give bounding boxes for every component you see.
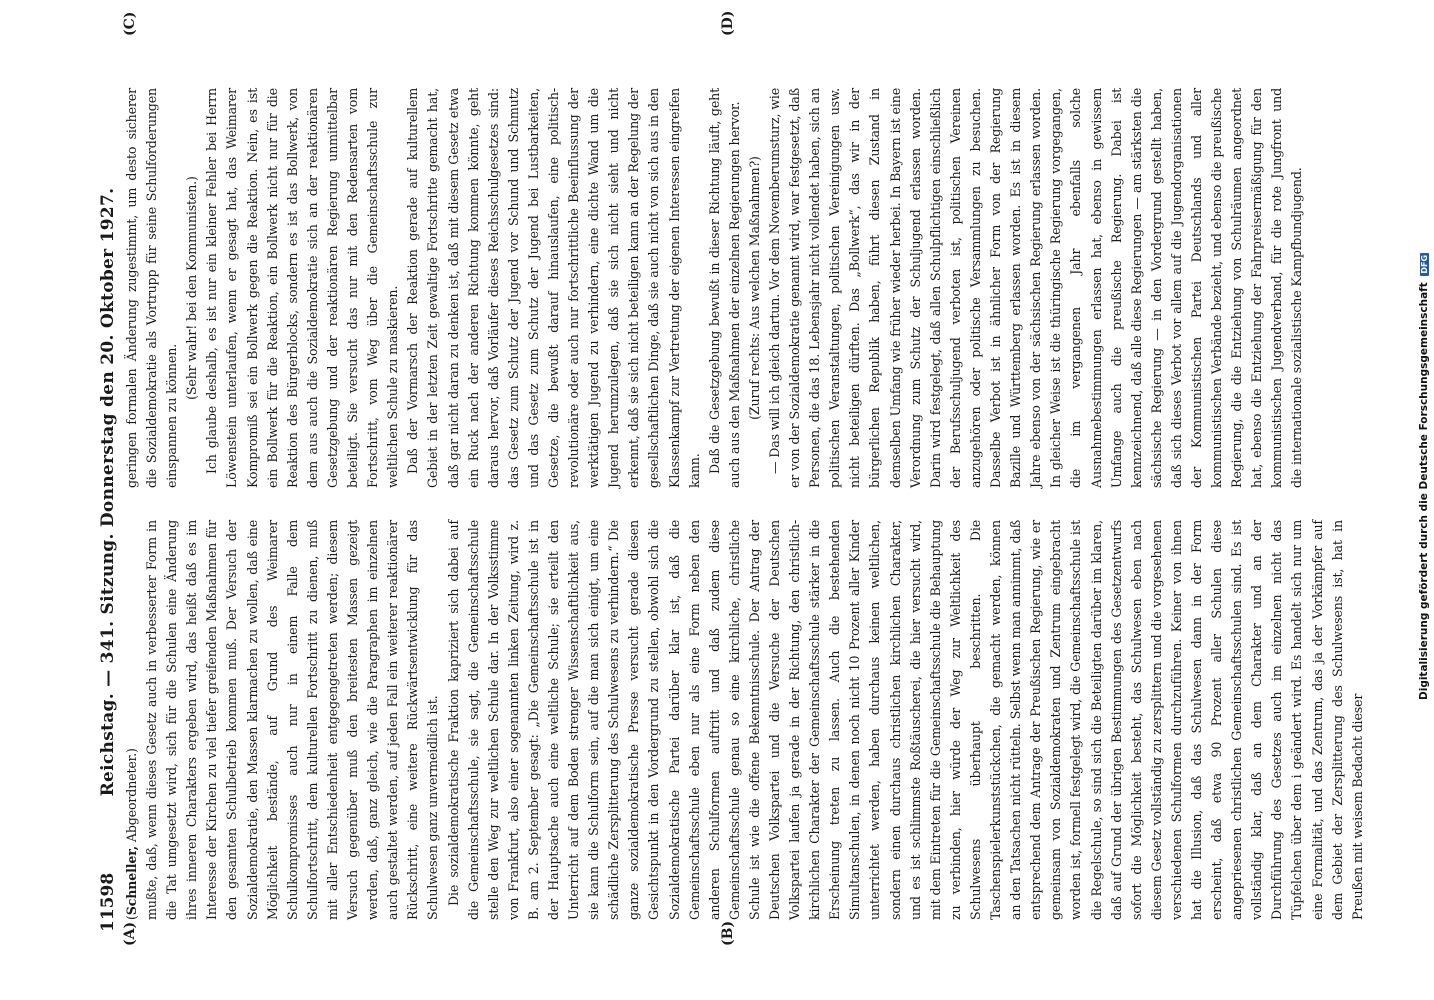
page-number: 11598 [98, 872, 118, 932]
margin-marker-b: (B) [720, 920, 736, 946]
interjection: (Zuruf rechts: Aus welchen Maßnahmen?) [746, 156, 762, 420]
margin-marker-c: (C) [122, 11, 138, 36]
speaker-role: Abgeordneter. [124, 752, 139, 843]
margin-marker-d: (D) [720, 10, 736, 36]
credit-text: Digitalisierung gefördert durch die Deutsche Forschungsgemeinschaft [1418, 282, 1430, 700]
page-title: Reichstag. — 341. Sitzung. Donnerstag den 20. Oktober 1927. [98, 187, 118, 797]
paragraph: Ich glaube deshalb, es ist nur ein kleiner Fehler bei Herrn Löwenstein unterlaufen, wenn er gesagt hat, das Weimarer Kompromiß sei ein Bollwerk gegen die Reaktion. Nein, es ist ein Bollwerk für die Reaktion, ein Bollwerk nicht nur für die Reaktion des Bürgerblocks, sondern es ist das Bollwerk, von dem aus auch die Sozialdemokratie sich an der reaktionären Gesetzgebung und der reaktionären Regierung unmittelbar beteiligt. Sie versucht das nur mit den Redensarten vom Fortschritt, vom Weg über die Gemeinschaftsschule zur weltlichen Schule zu maskieren. [204, 88, 401, 488]
margin-marker-a: (A) [122, 921, 138, 946]
interjection: (Sehr wahr! bei den Kommunisten.) [184, 176, 200, 400]
left-text-column [122, 520, 1365, 920]
right-text-column [122, 88, 1332, 488]
paragraph: Die sozialdemokratische Fraktion kapriziert sich dabei auf die Gemeinschaftsschule, sie sagt, die Gemeinschaftsschule stelle den Weg zur weltlichen Schule dar. In der Volksstimme von Frankfurt, also einer sogenannten linken Zeitung, wird z. B. am 2. September gesagt: „Die Gemeinschaftsschule ist in der Hauptsache auch eine weltliche Schule; sie erteilt den Unterricht auf dem Boden strenger Wissenschaftlichkeit aus, sie kann die Schulform sein, auf die man sich einigt, um eine schädliche Zersplitterung des Schulwesens zu verhindern.“ Die ganze sozialdemokratische Presse versucht gerade diesen Gesichtspunkt in den Vordergrund zu stellen, obwohl sich die Sozialdemokratische Partei darüber klar ist, daß die Gemeinschaftsschule eben nur als eine Form neben den anderen Schulformen auftritt und daß zudem diese Gemeinschaftsschule genau so eine kirchliche, christliche Schule ist wie die offene Bekenntnisschule. Der Antrag der Deutschen Volkspartei und die Versuche der Deutschen Volkspartei laufen ja gerade in der Richtung, den christlich-kirchlichen Charakter der Gemeinschaftsschule stärker in die Erscheinung treten zu lassen. Auch die bestehenden Simultanschulen, in denen noch nicht 10 Prozent aller Kinder unterrichtet werden, haben durchaus keinen weltlichen, sondern einen durchaus christlichen kirchlichen Charakter, und es ist schlimmste Roßtäuscherei, die hier versucht wird, mit dem Eintreten für die Gemeinschaftsschule die Behauptung zu verbinden, hier würde der Weg zur Weltlichkeit des Schulwesens überhaupt beschritten. Die Taschenspielerkunststückchen, die gemacht werden, können an den Tatsachen nicht rütteln. Selbst wenn man annimmt, daß entsprechend dem Antrage der Preußischen Regierung, wie er gemeinsam von Sozialdemokraten und Zentrum eingebracht worden ist, formell festgelegt wird, die Gemeinschaftsschule ist die Regelschule, so sind sich die Beteiligten darüber im klaren, daß auf Grund der übrigen Bestimmungen des Gesetzentwurfs sofort die Möglichkeit besteht, das Schulwesen eben nach diesem Gesetz vollständig zu zersplittern und die vorgesehenen verschiedenen Schulformen durchzuführen. Keiner von ihnen hat die Illusion, daß das Schulwesen dann in der Form erscheint, daß etwa 90 Prozent aller Schulen diese angepriesenen christlichen Gemeinschaftsschulen sind. Es ist vollständig klar, daß an dem Charakter und an der Durchführung des Gesetzes auch im einzelnen nicht das Tüpfelchen über dem i geändert wird. Es handelt sich nur um eine Formalität, und das Zentrum, das ja der Vorkämpfer auf dem Gebiet der Zersplitterung des Schulwesens ist, hat in Preußen mit weisem Bedacht dieser [445, 520, 1365, 920]
speaker-name: Schneller, [124, 845, 139, 916]
paragraph: — Das will ich gleich dartun. Vor dem Novemberumsturz, wie er von der Sozialdemokratie genannt wird, war festgesetzt, daß Personen, die das 18. Lebensjahr nicht vollendet haben, sich an politischen Veranstaltungen, politischen Vereinigungen usw. nicht beteiligen dürften. Das „Bollwerk“, das wir in der bürgerlichen Republik haben, führt diesen Zustand in demselben Umfang wie früher wieder herbei. In Bayern ist eine Verordnung zum Schutz der Schuljugend erlassen worden. Darin wird festgelegt, daß allen Schulpflichtigen einschließlich der Berufsschuljugend verboten ist, politischen Vereinen anzugehören oder politische Versammlungen zu besuchen. Dasselbe Verbot ist in ähnlicher Form von der Regierung Bazille und Württemberg erlassen worden. Es ist in diesem Jahre ebenso von der sächsischen Regierung erlassen worden. In gleicher Weise ist die thüringische Regierung vorgegangen, die im vergangenen Jahr ebenfalls solche Ausnahmebestimmungen erlassen hat, ebenso in gewissem Umfange auch die preußische Regierung. Dabei ist kennzeichnend, daß alle diese Regierungen — am stärksten die sächsische Regierung — in den Vordergrund gestellt haben, daß sich dieses Verbot vor allem auf die Jugendorganisationen der Kommunistischen Partei Deutschlands und aller kommunistischen Verbände bezieht, und ebenso die preußische Regierung, die die Entziehung von Schulräumen angeordnet hat, ebenso die Entziehung der Fahrpreisermäßigung für den kommunistischen Jugendverband, für die rote Jungfront und die internationale sozialistische Kampfbundjugend. [767, 88, 1305, 488]
paragraph: Daß der Vormarsch der Reaktion gerade auf kulturellem Gebiet in der letzten Zeit gewaltige Fortschritte gemacht hat, daß gar nicht daran zu denken ist, daß mit diesem Gesetz etwa ein Ruck nach der anderen Richtung kommen könnte, geht daraus hervor, daß Vorläufer dieses Reichsschulgesetzes sind: das Gesetz zum Schutz der Jugend vor Schund und Schmutz und das Gesetz zum Schutz der Jugend bei Lustbarkeiten, Gesetze, die bewußt darauf hinauslaufen, eine politisch-revolutionäre oder auch nur fortschrittliche Beeinflussung der werktätigen Jugend zu verhindern, eine dichte Wand um die Jugend herumzulegen, daß sie sich nicht sieht und nicht erkennt, daß sie sich nicht beteiligen kann an der Regelung der gesellschaftlichen Dinge, daß sie auch nicht von sich aus in den Klassenkampf zur Vertretung der eigenen Interessen eingreifen kann. [405, 88, 702, 488]
speaker-line: (Schneller, Abgeordneter.) [124, 748, 139, 920]
paragraph: mußte, daß, wenn dieses Gesetz auch in verbesserter Form in die Tat umgesetzt wird, sich für die Schulen eine Änderung ihres inneren Charakters ergeben wird, das heißt daß es im Interesse der Kirchen zu viel tiefer greifenden Maßnahmen für den gesamten Schulbetrieb kommen muß. Der Versuch der Sozialdemokratie, den Massen klarmachen zu wollen, daß eine Möglichkeit bestände, auf Grund des Weimarer Schulkompromisses auch nur in einem Falle dem Schulfortschritt, dem kulturellen Fortschritt zu dienen, muß mit aller Entschiedenheit entgegengetreten werden; diesem Versuch gegenüber muß den breitesten Massen gezeigt werden, daß, ganz gleich, wie die Paragraphen im einzelnen auch gestaltet werden, auf jeden Fall ein weiterer reaktionärer Rückschritt, eine weitere Rückwärtsentwicklung für das Schulwesen ganz unvermeidlich ist. [144, 520, 441, 920]
paragraph: Daß die Gesetzgebung bewußt in dieser Richtung läuft, geht auch aus den Maßnahmen der einzelnen Regierungen hervor. [706, 88, 742, 488]
paragraph: geringen formalen Änderung zugestimmt, um desto sicherer die Sozialdemokratie als Vortrupp für seine Schulforderungen einspannen zu können. [124, 88, 180, 488]
dfg-logo-icon: DFG [1420, 254, 1429, 274]
digitization-credit [1418, 253, 1430, 700]
